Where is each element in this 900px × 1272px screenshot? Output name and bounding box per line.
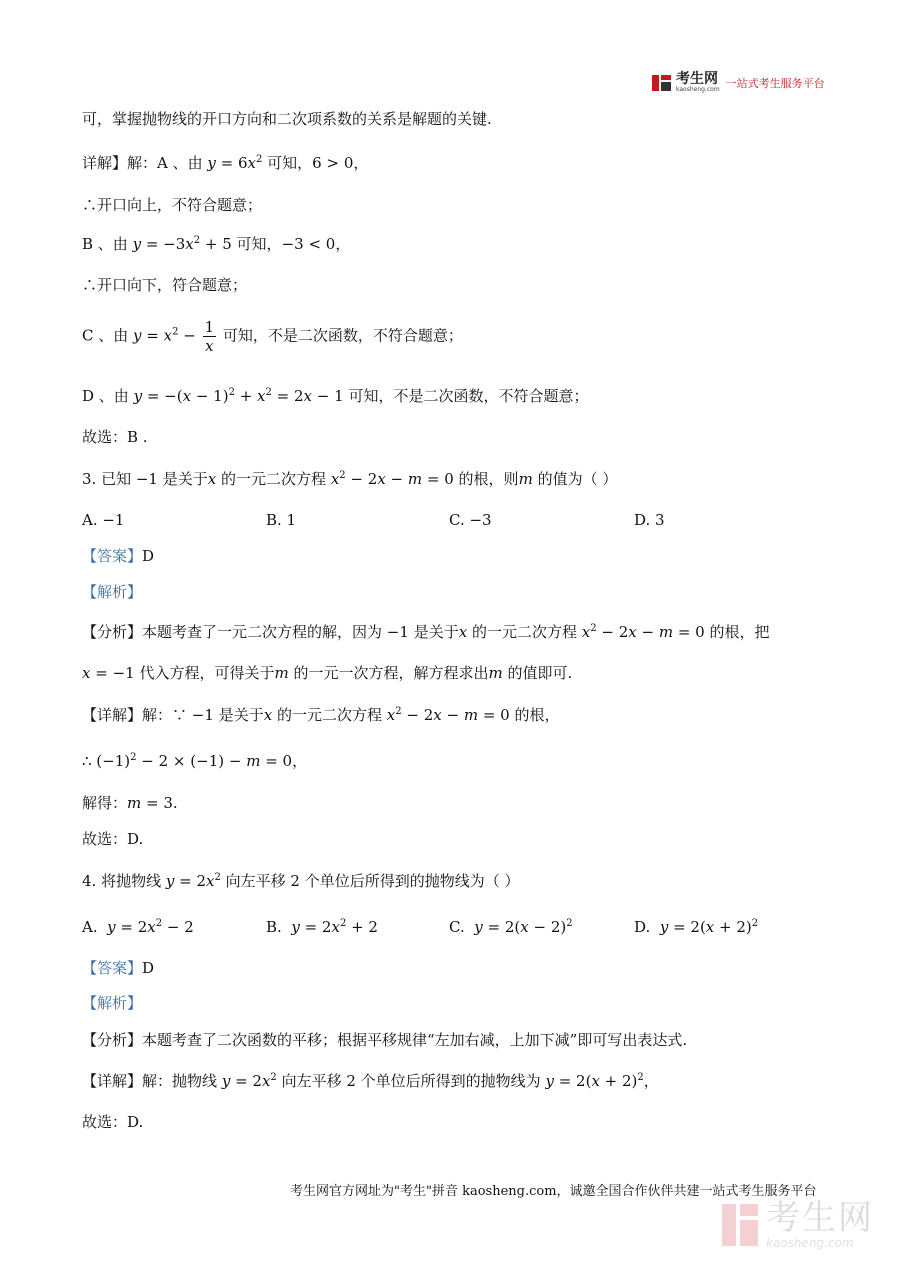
q4-option-a: A. $y = 2x^2 - 2$ bbox=[82, 918, 194, 936]
q3-option-d: D. 3 bbox=[634, 511, 665, 529]
text-line: ∴开口向上，不符合题意； bbox=[82, 196, 263, 214]
logo-slogan: 一站式考生服务平台 bbox=[725, 76, 825, 90]
text-line: 详解】解：A 、由 $y = 6x^2$ 可知，6 > 0， bbox=[82, 154, 369, 172]
fraction: $\frac{1}{x}$ bbox=[204, 318, 215, 355]
q3-choose: 故选：D. bbox=[82, 830, 144, 848]
q4-fenxi: 【分析】本题考查了二次函数的平移；根据平移规律“左加右减，上加下减”即可写出表达式. bbox=[82, 1031, 688, 1049]
text-line: C 、由 $y = x^2$ − $\frac{1}{x}$ 可知，不是二次函数，不符合题意； bbox=[82, 318, 463, 355]
q4-option-c: C. $y = 2(x - 2)^2$ bbox=[449, 918, 573, 936]
watermark-url: kaosheng.com bbox=[766, 1236, 854, 1250]
q4-analysis-tag: 【解析】 bbox=[82, 994, 143, 1012]
text-line: ∴开口向下，符合题意； bbox=[82, 276, 248, 294]
text-line: B 、由 $y = -3x^2 + 5$ 可知，−3 < 0， bbox=[82, 235, 351, 253]
answer-tag: 【答案】 bbox=[82, 959, 143, 977]
q3-xiangjie: 【详解】解：∵ −1 是关于x 的一元二次方程 $x^2 - 2x - m = 0$ 的根， bbox=[82, 706, 560, 724]
text-line: D 、由 $y = -(x - 1)^2 + x^2 = 2x - 1$ 可知，不是二次函数，不符合题意； bbox=[82, 387, 589, 405]
logo-name: 考生网 bbox=[676, 71, 718, 87]
q3-option-a: A. −1 bbox=[82, 511, 125, 529]
page-footer: 考生网官方网址为"考生"拼音 kaosheng.com，诚邀全国合作伙伴共建一站式考生服务平台 bbox=[290, 1184, 817, 1199]
q4-xiangjie: 【详解】解：抛物线 $y = 2x^2$ 向左平移 2 个单位后所得到的抛物线为 $y = 2(x + 2)^2$， bbox=[82, 1072, 659, 1090]
answer-tag: 【答案】 bbox=[82, 547, 143, 565]
text-line: 可，掌握抛物线的开口方向和二次项系数的关系是解题的关键. bbox=[82, 110, 492, 128]
q3-answer: 【答案】D bbox=[82, 547, 155, 565]
watermark-logo-icon bbox=[722, 1202, 760, 1248]
watermark bbox=[722, 1200, 874, 1250]
text-line: 故选：B . bbox=[82, 428, 148, 446]
watermark-name: 考生网 bbox=[766, 1198, 874, 1238]
q3-analysis-tag: 【解析】 bbox=[82, 583, 143, 601]
logo-mark-icon bbox=[652, 73, 672, 93]
q3-option-c: C. −3 bbox=[449, 511, 492, 529]
q4-option-b: B. $y = 2x^2 + 2$ bbox=[266, 918, 378, 936]
q3-fenxi-2: x = −1 代入方程，可得关于m 的一元一次方程，解方程求出m 的值即可. bbox=[82, 664, 573, 682]
q4-option-d: D. $y = 2(x + 2)^2$ bbox=[634, 918, 759, 936]
q4-choose: 故选：D. bbox=[82, 1113, 144, 1131]
site-logo bbox=[652, 72, 825, 93]
q3-fenxi: 【分析】本题考查了一元二次方程的解，因为 −1 是关于x 的一元二次方程 $x^2 - 2x - m = 0$ 的根，把 bbox=[82, 623, 770, 641]
q3-calc: ∴ $(-1)^2 - 2 \times (-1) - m = 0$， bbox=[82, 752, 308, 770]
q3-solve: 解得：m = 3. bbox=[82, 794, 178, 812]
q3-option-b: B. 1 bbox=[266, 511, 297, 529]
logo-url: kaosheng.com bbox=[676, 86, 720, 93]
question-4-stem: 4. 将抛物线 $y = 2x^2$ 向左平移 2 个单位后所得到的抛物线为（ ） bbox=[82, 872, 520, 890]
question-3-stem: 3. 已知 −1 是关于x 的一元二次方程 $x^2 - 2x - m = 0$ 的根，则m 的值为（ ） bbox=[82, 470, 618, 488]
q4-answer: 【答案】D bbox=[82, 959, 155, 977]
